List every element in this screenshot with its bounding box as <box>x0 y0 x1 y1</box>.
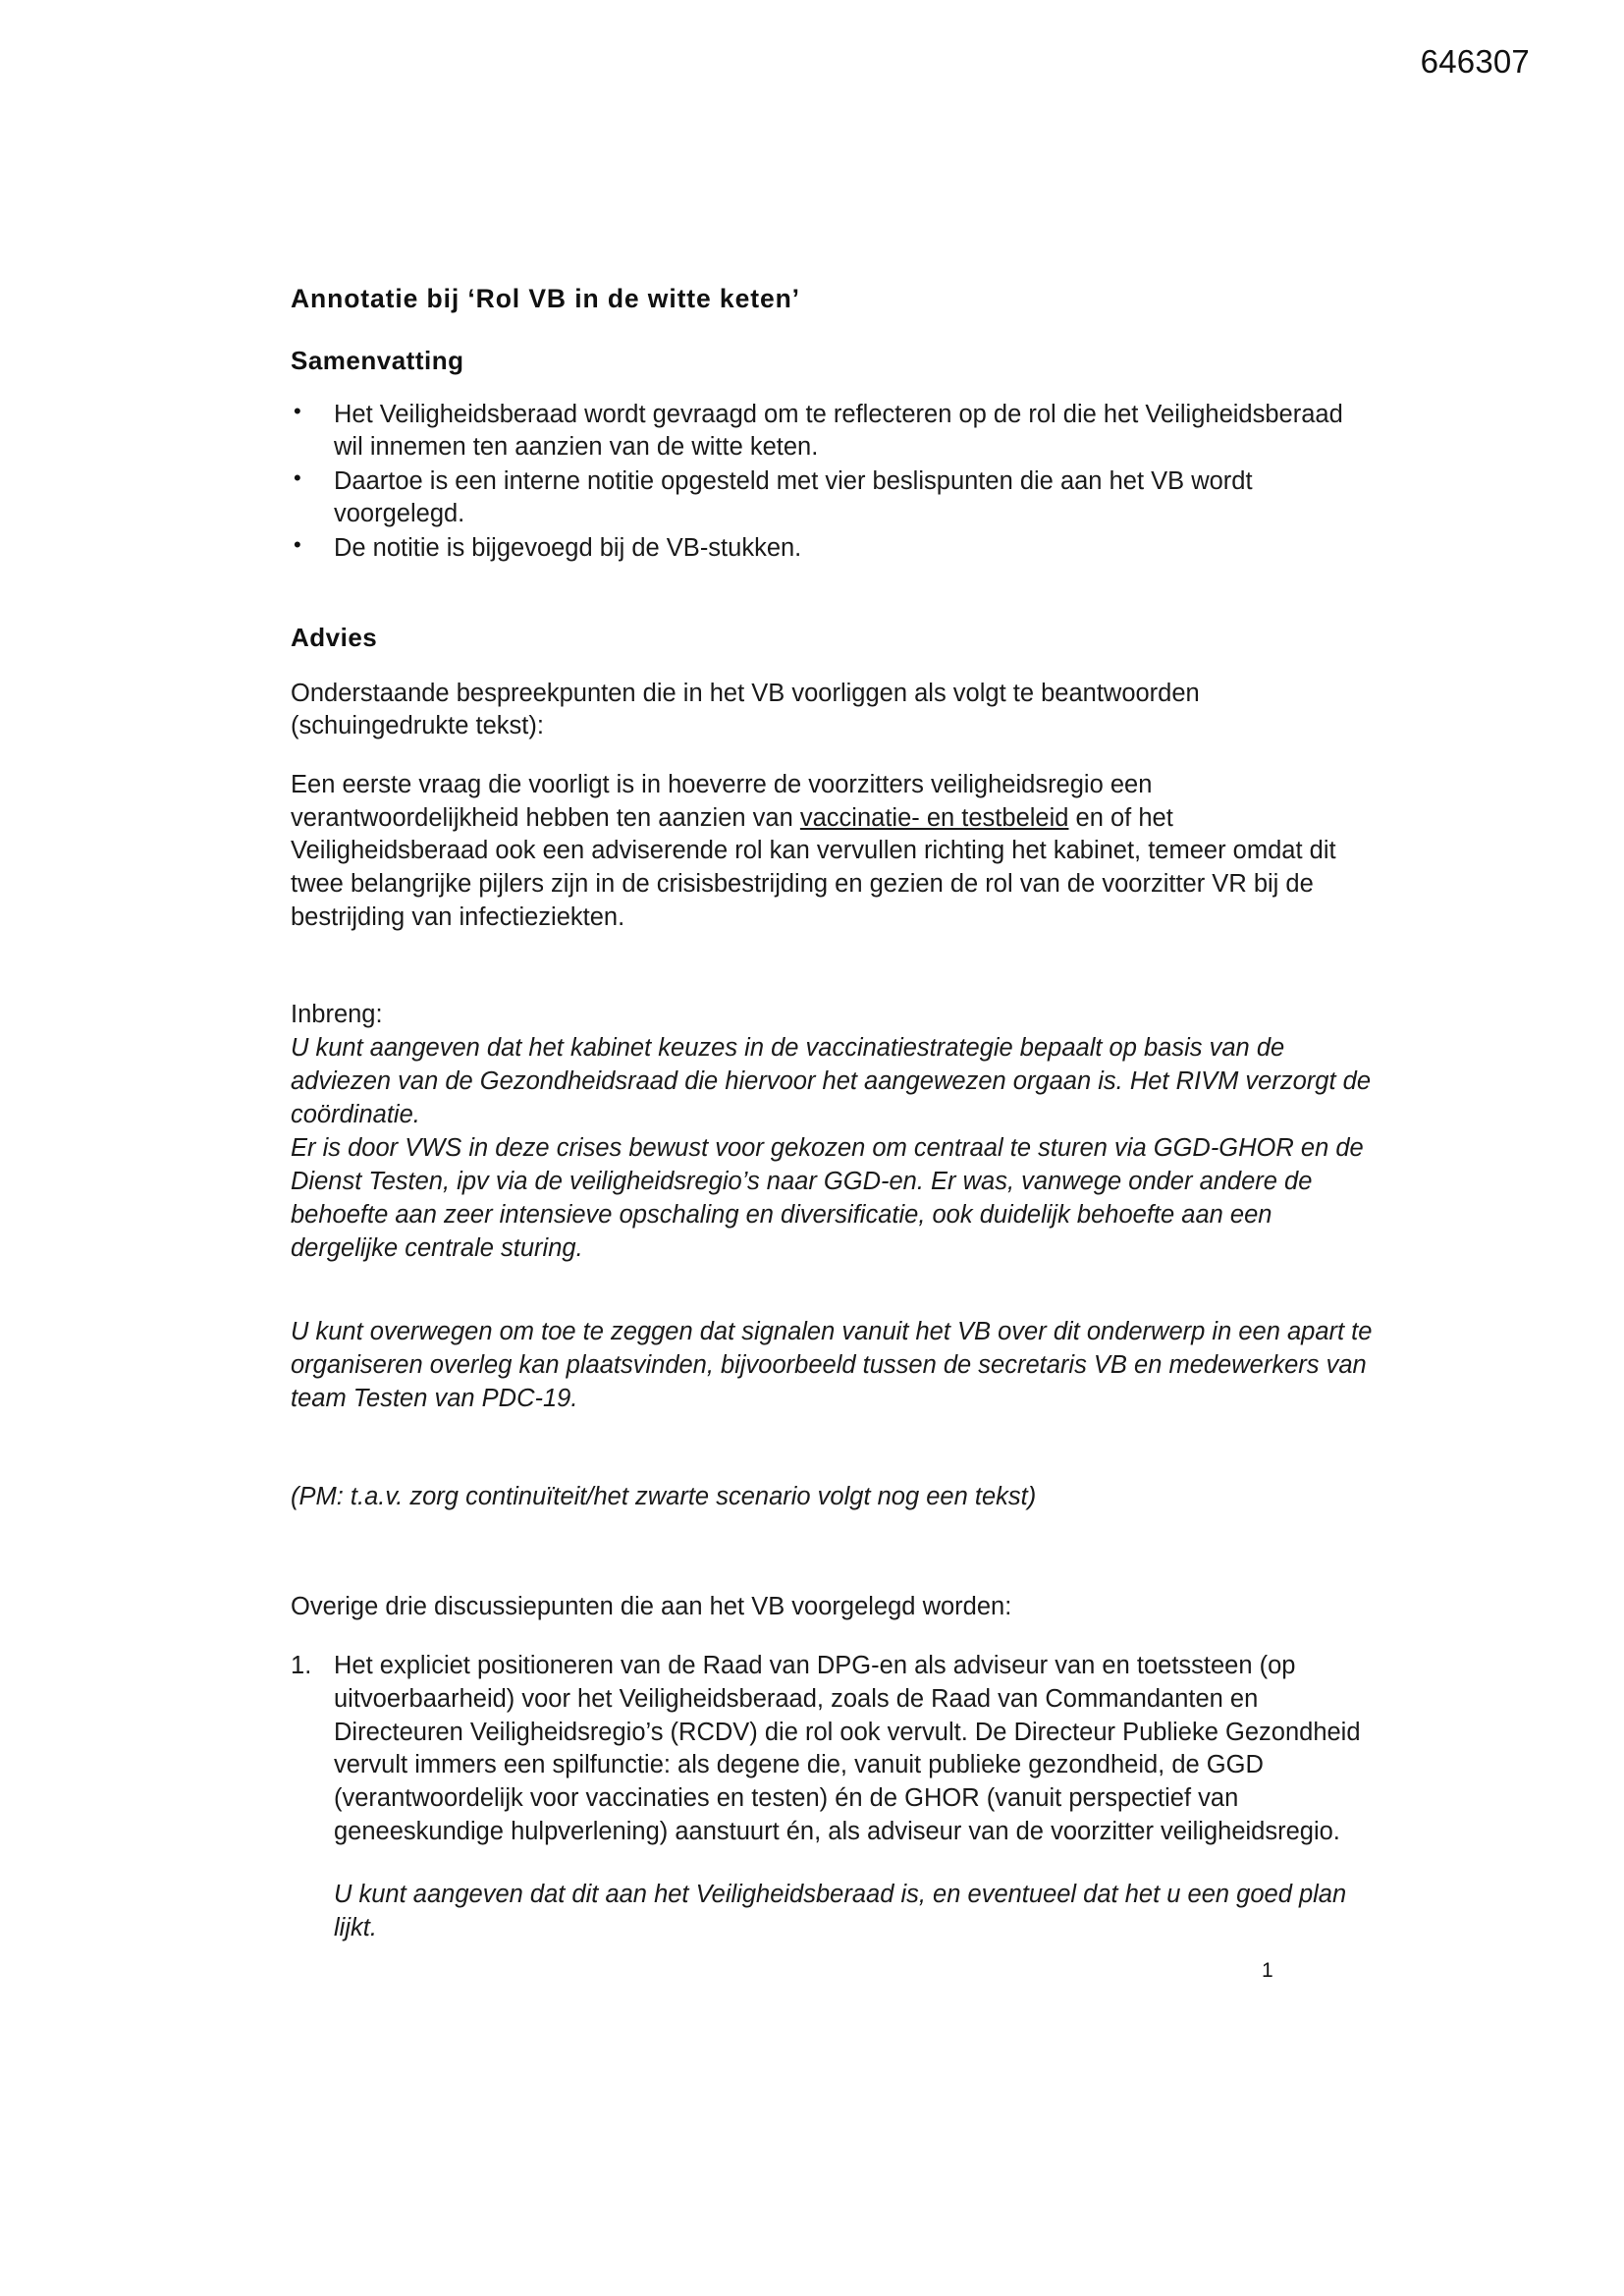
paragraph-text-segment: Een eerste vraag die voorligt is in hoeverre de voorzitters veiligheidsregio een verantwoordelijkheid hebben ten aanzien van <box>291 771 1153 832</box>
list-item-note: U kunt aangeven dat dit aan het Veiligheidsberaad is, en eventueel dat het u een goed plan lijkt. <box>334 1881 1347 1942</box>
discussiepunten-numbered-list <box>291 1650 1376 1945</box>
list-item: • Het Veiligheidsberaad wordt gevraagd om te reflecteren op de rol die het Veiligheidsberaad wil innemen ten aanzien van de witte keten. <box>291 399 1376 464</box>
pm-note-paragraph: (PM: t.a.v. zorg continuïteit/het zwarte scenario volgt nog een tekst) <box>291 1483 1037 1511</box>
document-body <box>291 283 1376 1945</box>
advies-first-question-paragraph <box>291 769 1376 934</box>
vertical-spacer <box>291 1442 1376 1481</box>
inbreng-label: Inbreng: <box>291 1001 383 1029</box>
list-item-text: Het expliciet positioneren van de Raad van DPG-en als adviseur van en toetssteen (op uitvoerbaarheid) voor het Veiligheidsberaad, zoals de Raad van Commandanten en Directeuren Veiligheidsregio’s (RCDV) die rol ook vervult. De Directeur Publieke Gezondheid vervult immers een spilfunctie: als degene die, vanuit publieke gezondheid, de GGD (verantwoordelijk voor vaccinaties en testen) én de GHOR (vanuit perspectief van geneeskundige hulpverlening) aanstuurt én, als adviseur van de voorzitter veiligheidsregio. <box>334 1651 1361 1846</box>
vertical-spacer <box>291 959 1376 999</box>
inbreng-paragraph-3: U kunt overwegen om toe te zeggen dat signalen vanuit het VB over dit onderwerp in een apart te organiseren overleg kan plaatsvinden, bijvoorbeeld tussen de secretaris VB en medewerkers van team Testen van PDC-19. <box>291 1318 1373 1413</box>
list-item: • Daartoe is een interne notitie opgesteld met vier beslispunten die aan het VB wordt voorgelegd. <box>291 465 1376 530</box>
inbreng-paragraph-2: Er is door VWS in deze crises bewust voor gekozen om centraal te sturen via GGD-GHOR en de Dienst Testen, ipv via de veiligheidsregio’s naar GGD-en. Er was, vanwege onder andere de behoefte aan zeer intensieve opschaling en diversificatie, ook duidelijk behoefte aan een dergelijke centrale sturing. <box>291 1133 1364 1262</box>
section-heading-samenvatting: Samenvatting <box>291 346 464 376</box>
document-number: 646307 <box>1420 43 1530 80</box>
advies-intro-paragraph: Onderstaande bespreekpunten die in het VB voorliggen als volgt te beantwoorden (schuingedrukte tekst): <box>291 679 1200 740</box>
vertical-spacer <box>291 1290 1376 1316</box>
samenvatting-bullet-list <box>291 399 1376 566</box>
paragraph-text-segment: en of het Veiligheidsberaad ook een adviserende rol kan vervullen richting het kabinet, temeer omdat dit twee belangrijke pijlers zijn in de crisisbestrijding en gezien de rol van de voorzitter VR bij de bestrijding van infectieziekten. <box>291 803 1336 931</box>
list-item: • De notitie is bijgevoegd bij de VB-stukken. <box>291 532 1376 565</box>
underlined-term: vaccinatie- en testbeleid <box>799 803 1069 832</box>
page-title: Annotatie bij ‘Rol VB in de witte keten’ <box>291 284 800 313</box>
inbreng-paragraph-1: U kunt aangeven dat het kabinet keuzes in de vaccinatiestrategie bepaalt op basis van de adviezen van de Gezondheidsraad die hiervoor het aangewezen orgaan is. Het RIVM verzorgt de coördinatie. <box>291 1034 1371 1128</box>
overige-discussiepunten-intro: Overige drie discussiepunten die aan het VB voorgelegd worden: <box>291 1593 1012 1621</box>
page-number: 1 <box>1262 1959 1273 1982</box>
vertical-spacer <box>291 1540 1376 1591</box>
section-heading-advies: Advies <box>291 623 378 653</box>
list-item <box>291 1650 1376 1945</box>
